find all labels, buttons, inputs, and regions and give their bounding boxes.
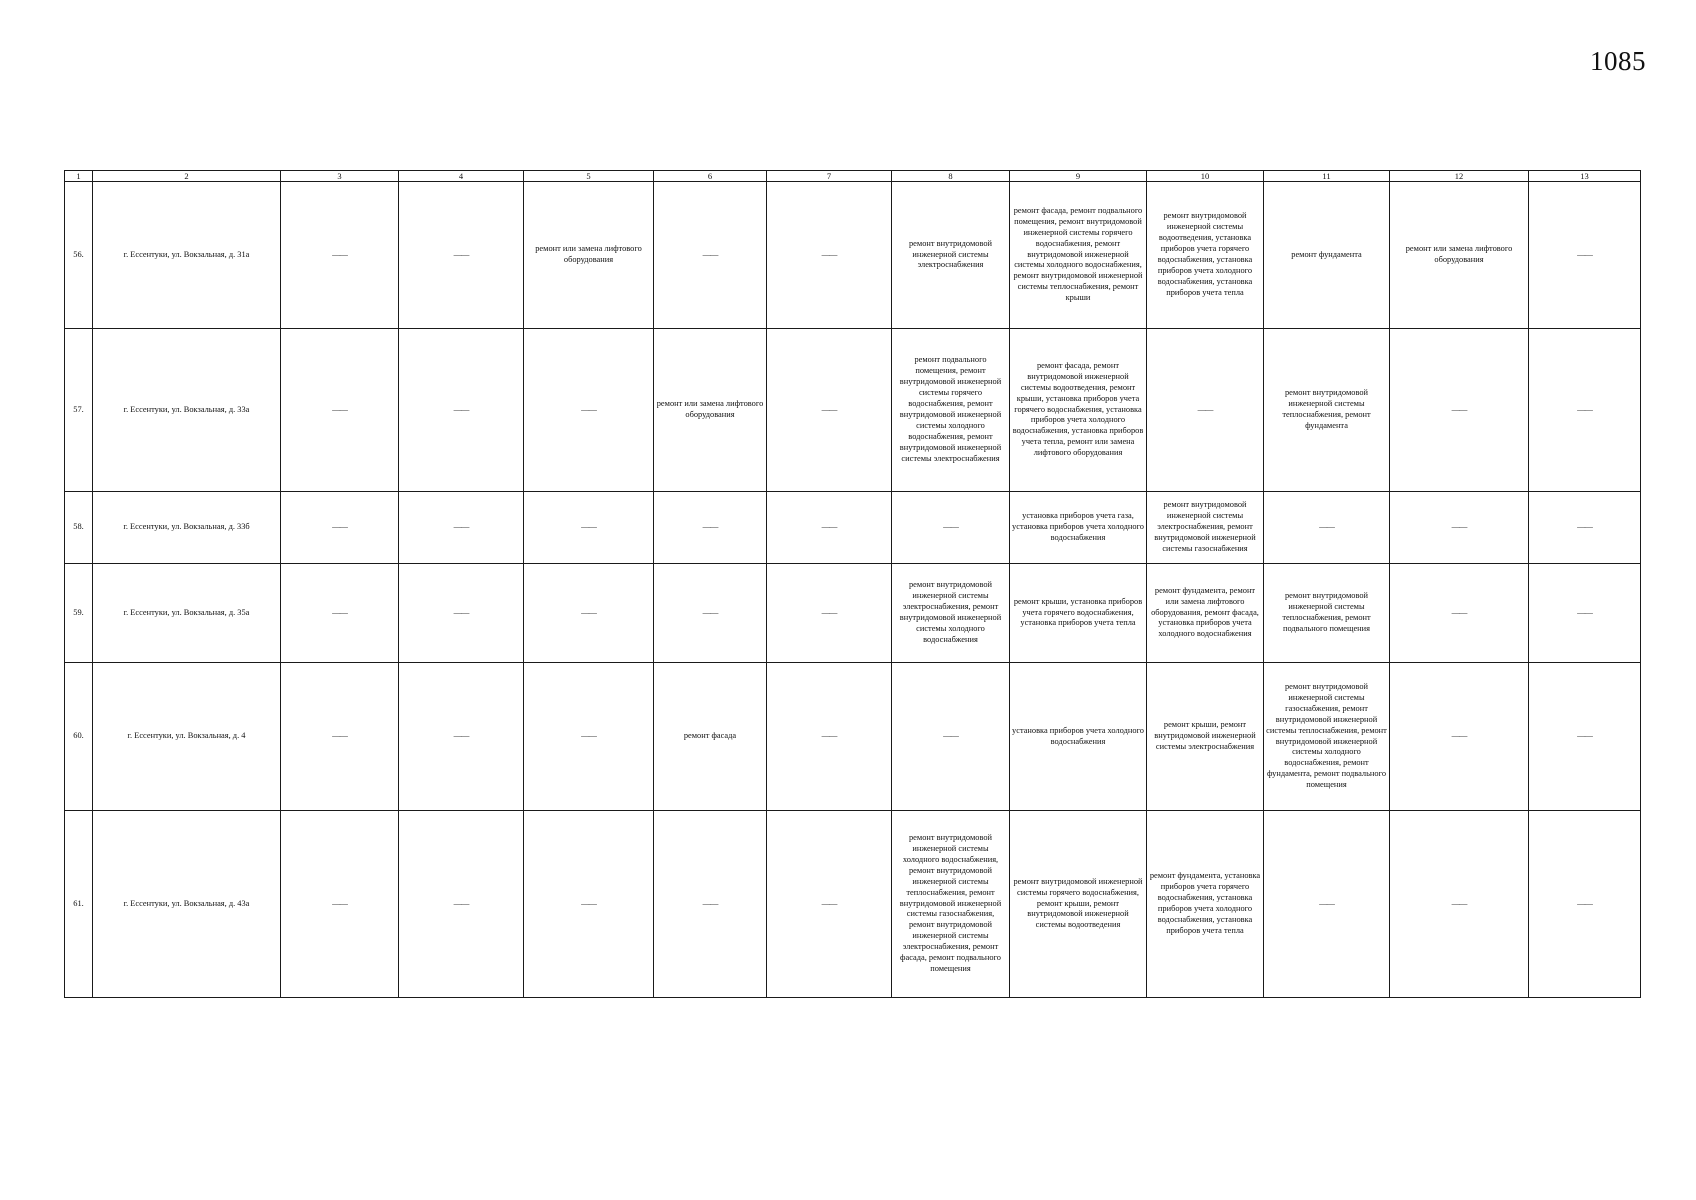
empty-dash-cell: —— (399, 182, 524, 329)
column-number: 5 (524, 171, 654, 182)
empty-dash-cell: —— (524, 811, 654, 998)
work-type-cell: ремонт или замена лифтового оборудования (524, 182, 654, 329)
empty-dash-cell: —— (281, 329, 399, 492)
work-type-cell: ремонт фундамента, ремонт или замена лифтового оборудования, ремонт фасада, установка приборов учета холодного водоснабжения (1147, 564, 1264, 663)
work-type-cell: ремонт внутридомовой инженерной системы водоотведения, установка приборов учета горячего водоснабжения, установка приборов учета холодного водоснабжения, установка приборов учета тепла (1147, 182, 1264, 329)
work-type-cell: ремонт фасада, ремонт подвального помещения, ремонт внутридомовой инженерной системы горячего водоснабжения, ремонт внутридомовой инженерной системы холодного водоснабжения, ремонт внутридомовой инженерной системы теплоснабжения, ремонт крыши (1010, 182, 1147, 329)
empty-dash-cell: —— (1529, 811, 1641, 998)
table-row (65, 811, 1641, 998)
empty-dash-cell: —— (399, 564, 524, 663)
table-row (65, 663, 1641, 811)
work-type-cell: ремонт внутридомовой инженерной системы горячего водоснабжения, ремонт крыши, ремонт внутридомовой инженерной системы водоотведения (1010, 811, 1147, 998)
column-number: 1 (65, 171, 93, 182)
empty-dash-cell: —— (654, 492, 767, 564)
empty-dash-cell: —— (767, 564, 892, 663)
row-number: 57. (65, 329, 93, 492)
empty-dash-cell: —— (1529, 182, 1641, 329)
empty-dash-cell: —— (524, 329, 654, 492)
empty-dash-cell: —— (1390, 811, 1529, 998)
empty-dash-cell: —— (767, 811, 892, 998)
work-type-cell: ремонт внутридомовой инженерной системы электроснабжения, ремонт внутридомовой инженерной системы газоснабжения (1147, 492, 1264, 564)
work-type-cell: ремонт фундамента (1264, 182, 1390, 329)
work-type-cell: ремонт подвального помещения, ремонт внутридомовой инженерной системы горячего водоснабжения, ремонт внутридомовой инженерной системы холодного водоснабжения, ремонт внутридомовой инженерной системы электроснабжения (892, 329, 1010, 492)
empty-dash-cell: —— (1529, 329, 1641, 492)
address-cell: г. Ессентуки, ул. Вокзальная, д. 31а (93, 182, 281, 329)
empty-dash-cell: —— (524, 663, 654, 811)
column-number: 12 (1390, 171, 1529, 182)
empty-dash-cell: —— (654, 811, 767, 998)
work-type-cell: ремонт внутридомовой инженерной системы холодного водоснабжения, ремонт внутридомовой инженерной системы теплоснабжения, ремонт внутридомовой инженерной системы газоснабжения, ремонт внутридомовой инженерной системы электроснабжения, ремонт фасада, ремонт подвального помещения (892, 811, 1010, 998)
table-row (65, 564, 1641, 663)
work-type-cell: ремонт крыши, ремонт внутридомовой инженерной системы электроснабжения (1147, 663, 1264, 811)
column-number: 4 (399, 171, 524, 182)
work-type-cell: ремонт фасада (654, 663, 767, 811)
empty-dash-cell: —— (1390, 492, 1529, 564)
column-number: 3 (281, 171, 399, 182)
table-row (65, 182, 1641, 329)
column-number: 8 (892, 171, 1010, 182)
empty-dash-cell: —— (767, 492, 892, 564)
column-number: 10 (1147, 171, 1264, 182)
work-type-cell: ремонт внутридомовой инженерной системы теплоснабжения, ремонт подвального помещения (1264, 564, 1390, 663)
column-number: 9 (1010, 171, 1147, 182)
row-number: 60. (65, 663, 93, 811)
work-type-cell: ремонт фундамента, установка приборов учета горячего водоснабжения, установка приборов учета холодного водоснабжения, установка приборов учета тепла (1147, 811, 1264, 998)
work-type-cell: ремонт или замена лифтового оборудования (1390, 182, 1529, 329)
work-type-cell: ремонт фасада, ремонт внутридомовой инженерной системы водоотведения, ремонт крыши, установка приборов учета горячего водоснабжения, установка приборов учета холодного водоснабжения, установка приборов учета тепла, ремонт или замена лифтового оборудования (1010, 329, 1147, 492)
empty-dash-cell: —— (1147, 329, 1264, 492)
empty-dash-cell: —— (1529, 492, 1641, 564)
empty-dash-cell: —— (281, 492, 399, 564)
empty-dash-cell: —— (892, 663, 1010, 811)
table-body (65, 182, 1641, 998)
address-cell: г. Ессентуки, ул. Вокзальная, д. 4 (93, 663, 281, 811)
work-type-cell: установка приборов учета газа, установка приборов учета холодного водоснабжения (1010, 492, 1147, 564)
column-number: 6 (654, 171, 767, 182)
empty-dash-cell: —— (1529, 663, 1641, 811)
empty-dash-cell: —— (1264, 811, 1390, 998)
column-number: 13 (1529, 171, 1641, 182)
work-type-cell: ремонт крыши, установка приборов учета горячего водоснабжения, установка приборов учета тепла (1010, 564, 1147, 663)
address-cell: г. Ессентуки, ул. Вокзальная, д. 33б (93, 492, 281, 564)
row-number: 58. (65, 492, 93, 564)
empty-dash-cell: —— (892, 492, 1010, 564)
row-number: 59. (65, 564, 93, 663)
empty-dash-cell: —— (767, 182, 892, 329)
empty-dash-cell: —— (1529, 564, 1641, 663)
empty-dash-cell: —— (767, 329, 892, 492)
work-type-cell: ремонт внутридомовой инженерной системы теплоснабжения, ремонт фундамента (1264, 329, 1390, 492)
work-type-cell: ремонт внутридомовой инженерной системы электроснабжения (892, 182, 1010, 329)
empty-dash-cell: —— (281, 182, 399, 329)
row-number: 56. (65, 182, 93, 329)
header-row (65, 171, 1641, 182)
empty-dash-cell: —— (399, 663, 524, 811)
empty-dash-cell: —— (1390, 564, 1529, 663)
work-type-cell: ремонт внутридомовой инженерной системы газоснабжения, ремонт внутридомовой инженерной системы теплоснабжения, ремонт внутридомовой инженерной системы холодного водоснабжения, ремонт фундамента, ремонт подвального помещения (1264, 663, 1390, 811)
work-type-cell: установка приборов учета холодного водоснабжения (1010, 663, 1147, 811)
empty-dash-cell: —— (399, 811, 524, 998)
address-cell: г. Ессентуки, ул. Вокзальная, д. 35а (93, 564, 281, 663)
empty-dash-cell: —— (399, 492, 524, 564)
empty-dash-cell: —— (1390, 329, 1529, 492)
table-row (65, 329, 1641, 492)
table-row (65, 492, 1641, 564)
row-number: 61. (65, 811, 93, 998)
empty-dash-cell: —— (654, 182, 767, 329)
empty-dash-cell: —— (281, 663, 399, 811)
empty-dash-cell: —— (1390, 663, 1529, 811)
empty-dash-cell: —— (654, 564, 767, 663)
work-type-cell: ремонт или замена лифтового оборудования (654, 329, 767, 492)
empty-dash-cell: —— (1264, 492, 1390, 564)
empty-dash-cell: —— (399, 329, 524, 492)
work-type-cell: ремонт внутридомовой инженерной системы электроснабжения, ремонт внутридомовой инженерной системы холодного водоснабжения (892, 564, 1010, 663)
empty-dash-cell: —— (281, 564, 399, 663)
empty-dash-cell: —— (281, 811, 399, 998)
address-cell: г. Ессентуки, ул. Вокзальная, д. 43а (93, 811, 281, 998)
column-number: 7 (767, 171, 892, 182)
page-number: 1085 (1590, 46, 1646, 76)
column-number: 2 (93, 171, 281, 182)
empty-dash-cell: —— (524, 492, 654, 564)
empty-dash-cell: —— (524, 564, 654, 663)
repair-schedule-table (64, 170, 1641, 998)
empty-dash-cell: —— (767, 663, 892, 811)
address-cell: г. Ессентуки, ул. Вокзальная, д. 33а (93, 329, 281, 492)
column-number: 11 (1264, 171, 1390, 182)
column-number-header (65, 171, 1641, 182)
